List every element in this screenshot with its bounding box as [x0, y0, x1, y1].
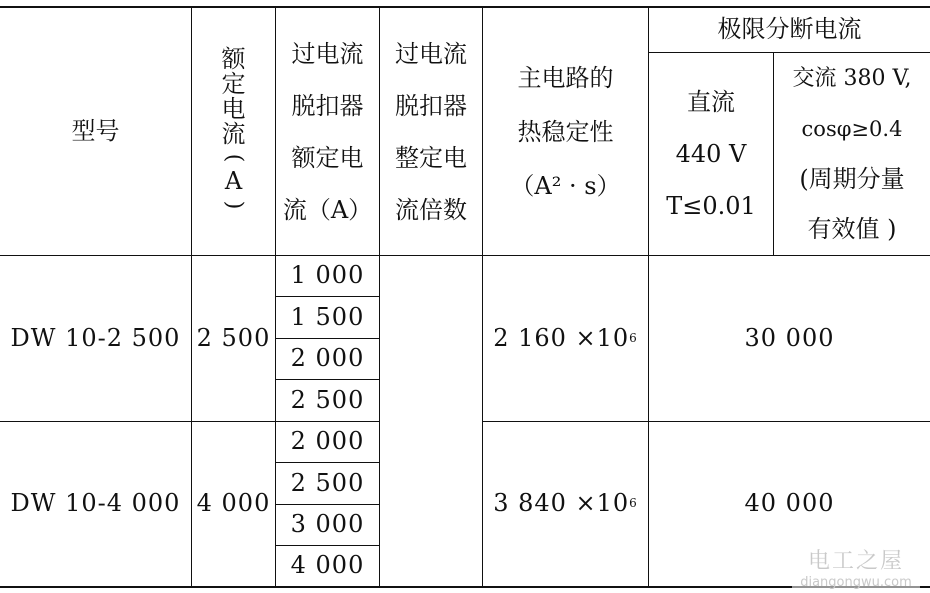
- row1-model: [0, 256, 191, 421]
- header-dc: [649, 53, 773, 255]
- row2-trip-1-text: 2 000: [290, 427, 365, 456]
- row2-trip-4-text: 4 000: [290, 551, 365, 580]
- row1-rated: [192, 256, 275, 421]
- row2-thermal-mantissa: 3 840 ×10: [493, 489, 630, 518]
- header-thermal: [483, 8, 648, 255]
- header-trip-rated-line-4: 流（A）: [282, 195, 373, 224]
- row1-trip-2: [276, 297, 379, 338]
- header-trip-multiple-line-3: 整定电: [395, 143, 467, 172]
- row1-rated-text: 2 500: [196, 323, 271, 352]
- row1-trip-1: [276, 256, 379, 296]
- row2-model: [0, 422, 191, 586]
- header-trip-rated-line-2: 脱扣器: [291, 91, 364, 120]
- header-rated-unit: A: [224, 167, 243, 196]
- watermark-cn: 电工之屋: [807, 549, 904, 574]
- row1-trip-1-text: 1 000: [290, 261, 365, 290]
- row1-breaking-text: 30 000: [744, 323, 835, 352]
- header-trip-rated-line-3: 额定电: [291, 143, 364, 172]
- row2-trip-3: [276, 505, 379, 545]
- row2-trip-2-text: 2 500: [290, 468, 365, 497]
- paren-open-glyph: (: [221, 153, 247, 163]
- row2-thermal: [483, 422, 648, 586]
- row2-trip-2: [276, 463, 379, 504]
- header-thermal-line-2: 热稳定性: [517, 117, 614, 146]
- row1-trip-4-text: 2 500: [290, 385, 365, 414]
- row2-trip-1: [276, 422, 379, 462]
- row2-trip-3-text: 3 000: [290, 510, 365, 539]
- header-rated-char-3: 电: [221, 94, 246, 123]
- header-trip-multiple-line-2: 脱扣器: [395, 91, 467, 120]
- row2-rated-text: 4 000: [196, 489, 271, 518]
- row1-thermal: [483, 256, 648, 421]
- header-rated-char-4: 流: [221, 120, 246, 149]
- rule-bottom: [0, 586, 930, 588]
- header-model: [0, 8, 191, 255]
- watermark-logo: [792, 543, 920, 591]
- header-rated-current: [192, 8, 275, 255]
- watermark-en: diangongwu.com: [800, 575, 912, 590]
- row1-trip-2-text: 1 500: [290, 302, 365, 331]
- header-rated-char-1: 额: [221, 44, 246, 73]
- row1-thermal-mantissa: 2 160 ×10: [493, 323, 630, 352]
- row1-trip-3: [276, 339, 379, 379]
- header-thermal-line-3: （A² · s）: [510, 171, 621, 200]
- row1-trip-4: [276, 380, 379, 421]
- header-ac-line-4: 有效值 ): [807, 215, 897, 243]
- header-ac-line-3: (周期分量: [799, 165, 905, 193]
- header-rated-char-2: 定: [221, 69, 246, 98]
- row1-thermal-exponent: 6: [629, 330, 638, 345]
- header-model-label: 型号: [71, 116, 120, 145]
- row1-model-text: DW 10-2 500: [10, 323, 181, 352]
- header-breaking-label: 极限分断电流: [717, 15, 862, 44]
- paren-close-glyph: ): [221, 201, 247, 210]
- header-ac: [774, 53, 930, 255]
- header-dc-line-3: T≤0.01: [666, 192, 756, 220]
- header-dc-line-1: 直流: [687, 88, 735, 116]
- header-ac-line-2: cosφ≥0.4: [801, 117, 903, 141]
- header-thermal-line-1: 主电路的: [517, 63, 614, 92]
- row2-rated: [192, 422, 275, 586]
- row1-breaking: [649, 256, 930, 421]
- header-trip-multiple-line-4: 流倍数: [395, 195, 467, 224]
- header-ac-line-1: 交流 380 V,: [792, 66, 912, 91]
- row1-trip-3-text: 2 000: [290, 344, 365, 373]
- header-trip-rated-line-1: 过电流: [291, 39, 364, 68]
- row2-trip-4: [276, 546, 379, 586]
- row2-breaking-text: 40 000: [744, 489, 835, 518]
- header-trip-rated: [276, 8, 379, 255]
- header-dc-line-2: 440 V: [675, 140, 747, 168]
- header-trip-multiple: [380, 8, 482, 255]
- row2-thermal-exponent: 6: [629, 496, 638, 511]
- header-breaking: [649, 8, 930, 52]
- header-trip-multiple-line-1: 过电流: [395, 39, 467, 68]
- row2-model-text: DW 10-4 000: [10, 489, 181, 518]
